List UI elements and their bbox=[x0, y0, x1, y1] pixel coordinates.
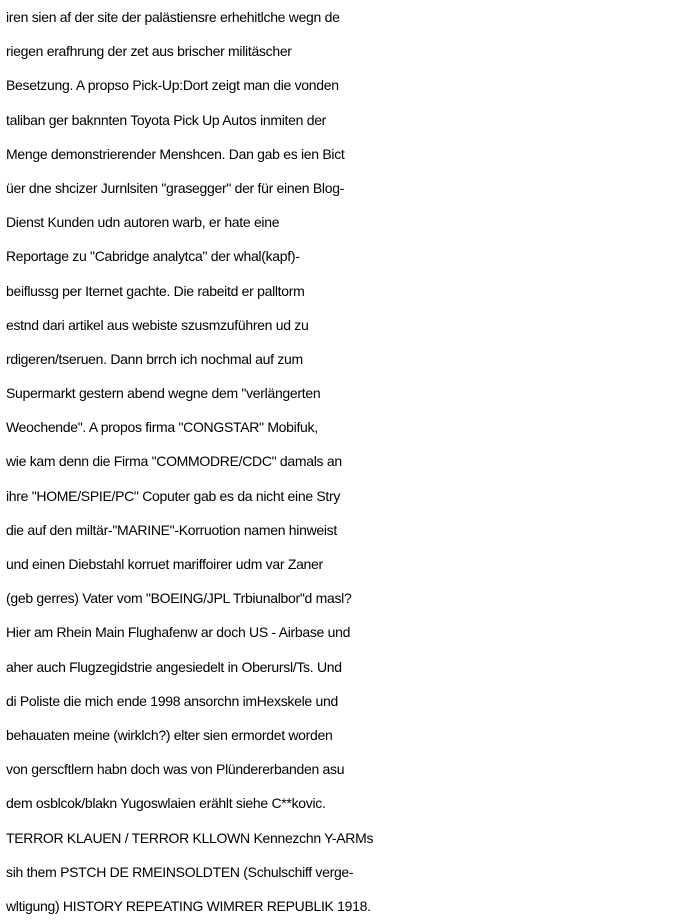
text-line: und einen Diebstahl korruet mariffoirer udm var Zaner bbox=[6, 556, 323, 572]
text-line: rdigeren/tseruen. Dann brrch ich nochmal auf zum bbox=[6, 350, 303, 367]
text-line: Hier am Rhein Main Flughafenw ar doch US - Airbase und bbox=[6, 624, 351, 641]
text-line: iren sien af der site der palästiensre erhehitlche wegn de bbox=[6, 9, 340, 25]
text-line: Besetzung. A propso Pick-Up:Dort zeigt man die vonden bbox=[6, 77, 339, 94]
text-line: (geb gerres) Vater vom "BOEING/JPL Trbiunalbor"d masl? bbox=[6, 590, 352, 607]
text-line: Menge demonstrierender Menshcen. Dan gab es ien Bict bbox=[6, 145, 345, 162]
text-line: taliban ger baknnten Toyota Pick Up Autos inmiten der bbox=[6, 111, 327, 128]
text-line: Dienst Kunden udn autoren warb, er hate eine bbox=[6, 214, 280, 231]
body-text bbox=[6, 0, 684, 920]
text-line: wltigung) HISTORY REPEATING WIMRER REPUBLIK 1918. bbox=[6, 897, 371, 914]
text-line: üer dne shcizer Jurnlsiten "grasegger" der für einen Blog- bbox=[6, 179, 345, 196]
text-line: Reportage zu "Cabridge analytca" der whal(kapf)- bbox=[6, 248, 300, 265]
text-line: behauaten meine (wirklch?) elter sien ermordet worden bbox=[6, 726, 333, 743]
text-line: Weochende". A propos firma "CONGSTAR" Mobifuk, bbox=[6, 419, 318, 436]
text-line: wie kam denn die Firma "COMMODRE/CDC" damals an bbox=[6, 453, 342, 470]
text-line: dem osblcok/blakn Yugoswlaien erählt siehe C**kovic. bbox=[6, 795, 326, 812]
text-line: die auf den miltär-"MARINE"-Korruotion namen hinweist bbox=[6, 521, 337, 538]
text-line: TERROR KLAUEN / TERROR KLLOWN Kennezchn Y-ARMs bbox=[6, 829, 374, 846]
text-line: von gerscftlern habn doch was von Plündererbanden asu bbox=[6, 761, 345, 778]
text-line: ihre "HOME/SPIE/PC" Coputer gab es da nicht eine Stry bbox=[6, 487, 341, 504]
text-line: estnd dari artikel aus webiste szusmzuführen ud zu bbox=[6, 316, 309, 333]
text-line: sih them PSTCH DE RMEINSOLDTEN (Schulschiff verge- bbox=[6, 863, 354, 880]
text-line: riegen erafhrung der zet aus brischer militäscher bbox=[6, 43, 292, 60]
text-line: Supermarkt gestern abend wegne dem "verlängerten bbox=[6, 385, 321, 402]
text-line: beiflussg per Iternet gachte. Die rabeitd er palltorm bbox=[6, 282, 305, 299]
text-line: di Poliste die mich ende 1998 ansorchn imHexskele und bbox=[6, 692, 338, 709]
text-line: aher auch Flugzegidstrie angesiedelt in Oberursl/Ts. Und bbox=[6, 658, 342, 675]
